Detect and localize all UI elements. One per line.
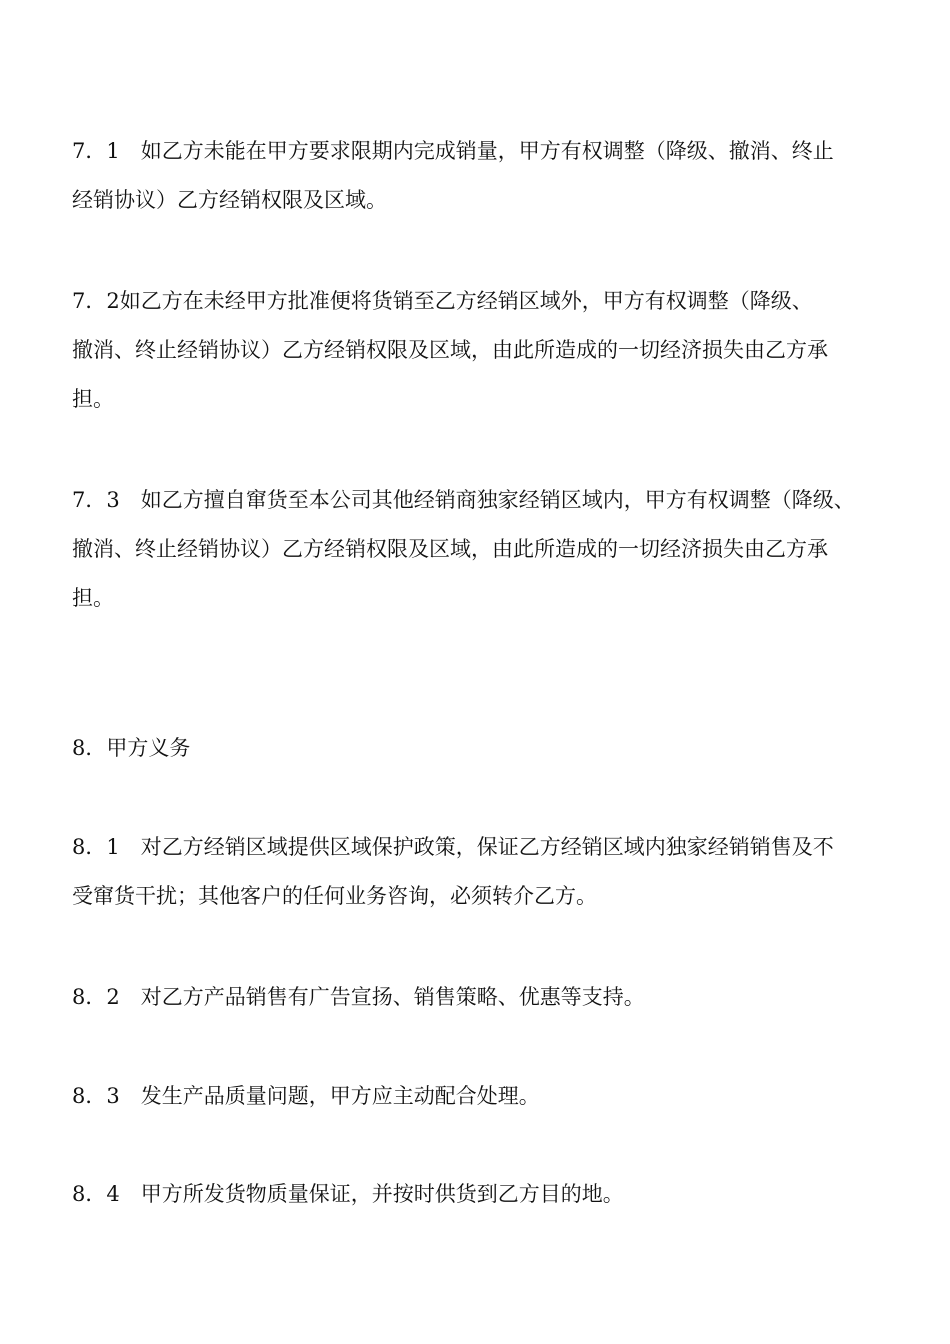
- clause-8-2-text: 8．2 对乙方产品销售有广告宣扬、销售策略、优惠等支持。: [72, 985, 645, 1009]
- clause-7-3-line-1: 7．3 如乙方擅自窜货至本公司其他经销商独家经销区域内，甲方有权调整（降级、: [72, 488, 855, 512]
- clause-7-3-line-3: 担。: [72, 586, 114, 610]
- clause-7-2-line-2: 撤消、终止经销协议）乙方经销权限及区域，由此所造成的一切经济损失由乙方承: [72, 338, 828, 362]
- section-8-heading-text: 8．甲方义务: [72, 736, 191, 760]
- clause-8-4: [72, 1170, 892, 1219]
- clause-8-1-line-2: 受窜货干扰；其他客户的任何业务咨询，必须转介乙方。: [72, 884, 597, 908]
- clause-8-1-line-1: 8．1 对乙方经销区域提供区域保护政策，保证乙方经销区域内独家经销销售及不: [72, 835, 834, 859]
- clause-8-3-text: 8．3 发生产品质量问题，甲方应主动配合处理。: [72, 1084, 540, 1108]
- clause-8-1: [72, 823, 892, 921]
- clause-7-2: [72, 277, 892, 424]
- clause-7-1-line-2: 经销协议）乙方经销权限及区域。: [72, 188, 387, 212]
- clause-7-2-line-3: 担。: [72, 387, 114, 411]
- clause-7-1: [72, 127, 892, 225]
- clause-7-3-line-2: 撤消、终止经销协议）乙方经销权限及区域，由此所造成的一切经济损失由乙方承: [72, 537, 828, 561]
- clause-7-1-line-1: 7．1 如乙方未能在甲方要求限期内完成销量，甲方有权调整（降级、撤消、终止: [72, 139, 834, 163]
- clause-8-3: [72, 1072, 892, 1121]
- clause-7-3: [72, 476, 892, 623]
- clause-8-2: [72, 973, 892, 1022]
- clause-8-4-text: 8．4 甲方所发货物质量保证，并按时供货到乙方目的地。: [72, 1182, 624, 1206]
- clause-7-2-line-1: 7．2如乙方在未经甲方批准便将货销至乙方经销区域外，甲方有权调整（降级、: [72, 289, 813, 313]
- section-8-heading: [72, 724, 892, 773]
